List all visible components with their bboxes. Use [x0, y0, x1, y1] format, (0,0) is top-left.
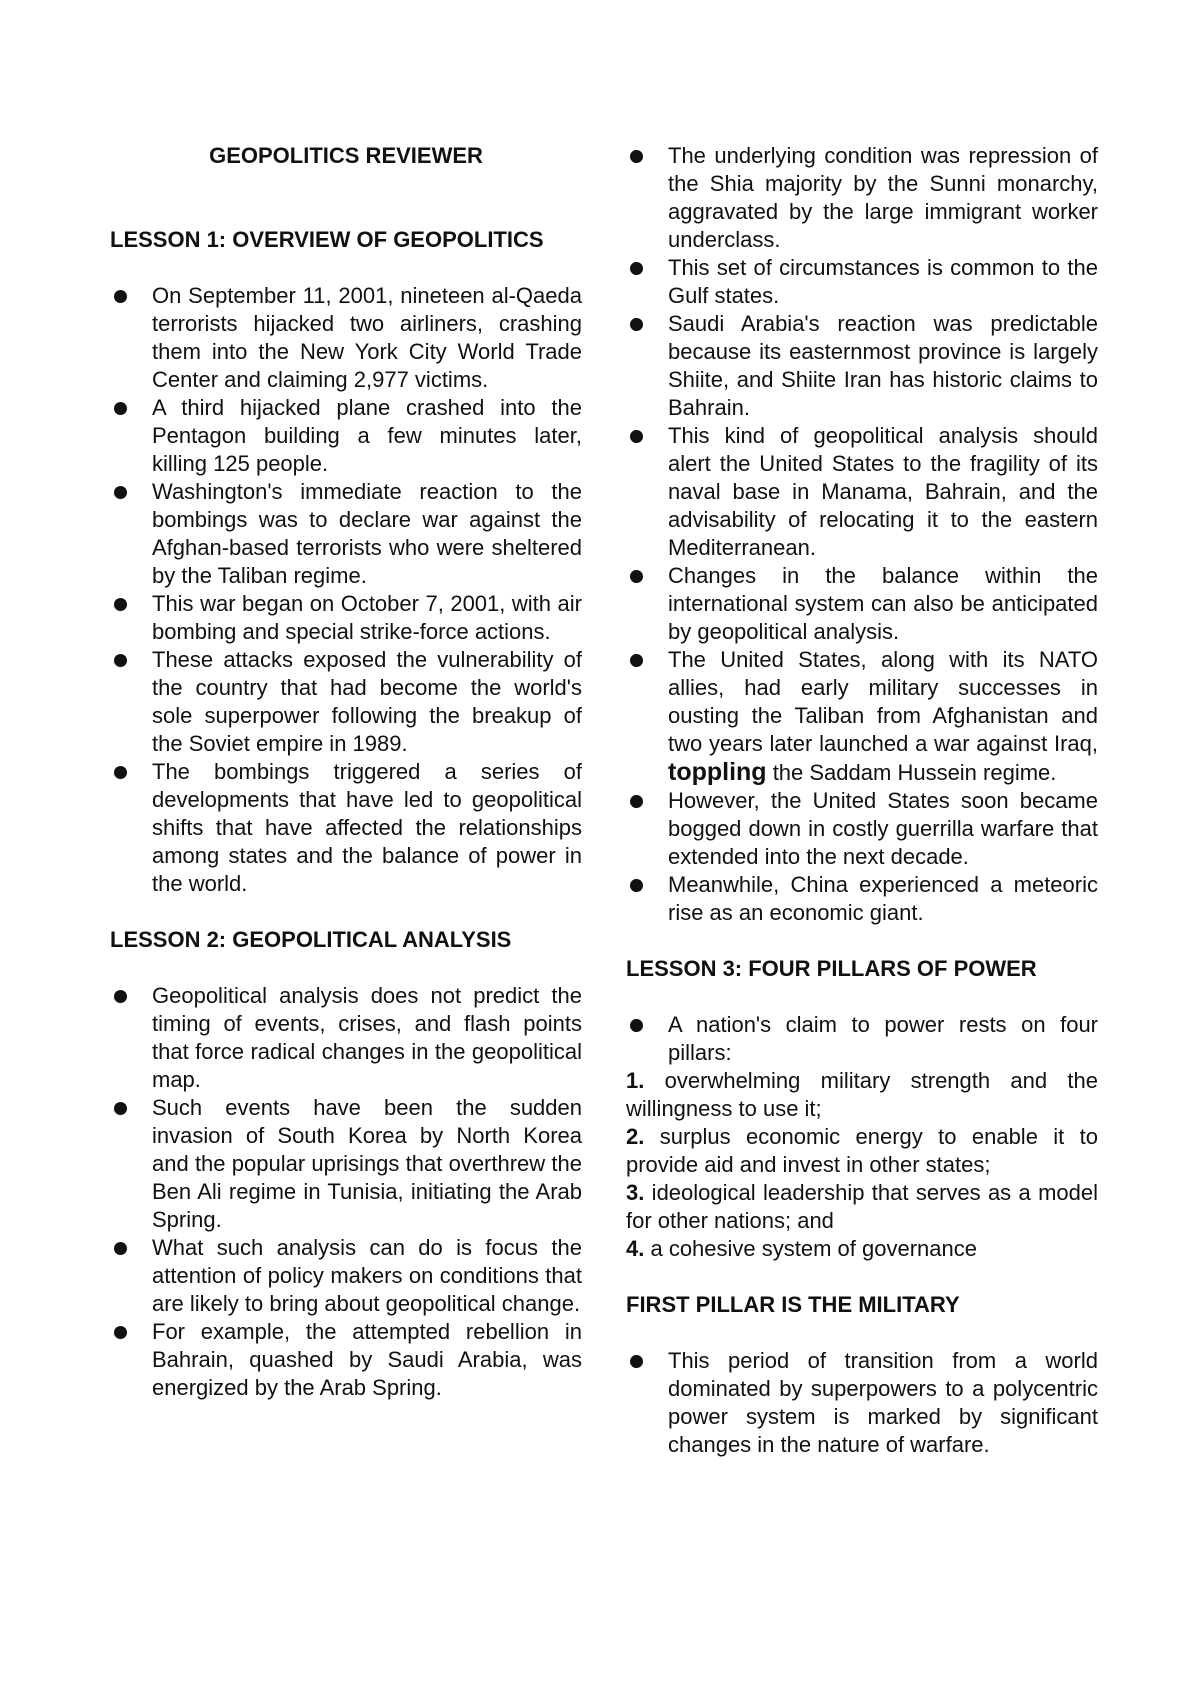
nato-text-after: the Saddam Hussein regime. [766, 760, 1057, 785]
pillar-number: 4. [626, 1236, 645, 1261]
nato-text-before: The United States, along with its NATO allies, had early military successes in ousting the Taliban from Afghanistan and two years later launched a war against Iraq, [668, 647, 1098, 756]
pillar-item [626, 1123, 1098, 1179]
list-item: However, the United States soon became bogged down in costly guerrilla warfare that extended into the next decade. [626, 787, 1098, 871]
lesson-1-heading: LESSON 1: OVERVIEW OF GEOPOLITICS [110, 227, 544, 252]
pillar-item [626, 1235, 1098, 1263]
list-item: Changes in the balance within the international system can also be anticipated by geopolitical analysis. [626, 562, 1098, 646]
list-item: Washington's immediate reaction to the bombings was to declare war against the Afghan-based terrorists who were sheltered by the Taliban regime. [110, 478, 582, 590]
lesson-3-intro-bullet [626, 1011, 1098, 1067]
lesson-2-continued-bullets [626, 142, 1098, 927]
list-item: Saudi Arabia's reaction was predictable because its easternmost province is largely Shiite, and Shiite Iran has historic claims to Bahrain. [626, 310, 1098, 422]
list-item: This set of circumstances is common to the Gulf states. [626, 254, 1098, 310]
pillar-text: surplus economic energy to enable it to provide aid and invest in other states; [626, 1124, 1098, 1177]
pillar-text: overwhelming military strength and the willingness to use it; [626, 1068, 1098, 1121]
pillar-text: a cohesive system of governance [644, 1236, 977, 1261]
lesson-3-heading: LESSON 3: FOUR PILLARS OF POWER [626, 956, 1037, 981]
list-item: For example, the attempted rebellion in Bahrain, quashed by Saudi Arabia, was energized by the Arab Spring. [110, 1318, 582, 1402]
list-item: Meanwhile, China experienced a meteoric rise as an economic giant. [626, 871, 1098, 927]
list-item: This kind of geopolitical analysis should alert the United States to the fragility of its naval base in Manama, Bahrain, and the advisability of relocating it to the eastern Mediterranean. [626, 422, 1098, 562]
list-item: The bombings triggered a series of developments that have led to geopolitical shifts that have affected the relationships among states and the balance of power in the world. [110, 758, 582, 898]
list-item: A nation's claim to power rests on four pillars: [626, 1011, 1098, 1067]
document-title: GEOPOLITICS REVIEWER [209, 143, 483, 168]
lesson-1-bullets [110, 282, 582, 898]
list-item: Geopolitical analysis does not predict the timing of events, crises, and flash points that force radical changes in the geopolitical map. [110, 982, 582, 1094]
pillar-number: 2. [626, 1124, 645, 1149]
list-item: What such analysis can do is focus the attention of policy makers on conditions that are likely to bring about geopolitical change. [110, 1234, 582, 1318]
list-item: On September 11, 2001, nineteen al-Qaeda terrorists hijacked two airliners, crashing them into the New York City World Trade Center and claiming 2,977 victims. [110, 282, 582, 394]
pillar-text: ideological leadership that serves as a model for other nations; and [626, 1180, 1098, 1233]
pillars-list [626, 1067, 1098, 1263]
pillar-item [626, 1067, 1098, 1123]
military-bullets [626, 1347, 1098, 1459]
list-item: These attacks exposed the vulnerability of the country that had become the world's sole superpower following the breakup of the Soviet empire in 1989. [110, 646, 582, 758]
pillar-number: 3. [626, 1180, 645, 1205]
pillar-item [626, 1179, 1098, 1235]
list-item: This war began on October 7, 2001, with air bombing and special strike-force actions. [110, 590, 582, 646]
military-heading: FIRST PILLAR IS THE MILITARY [626, 1292, 960, 1317]
lesson-2-bullets [110, 982, 582, 1402]
list-item-nato [626, 646, 1098, 787]
lesson-2-heading: LESSON 2: GEOPOLITICAL ANALYSIS [110, 927, 512, 952]
list-item: A third hijacked plane crashed into the Pentagon building a few minutes later, killing 125 people. [110, 394, 582, 478]
list-item: Such events have been the sudden invasion of South Korea by North Korea and the popular uprisings that overthrew the Ben Ali regime in Tunisia, initiating the Arab Spring. [110, 1094, 582, 1234]
list-item: This period of transition from a world dominated by superpowers to a polycentric power system is marked by significant changes in the nature of warfare. [626, 1347, 1098, 1459]
right-column [626, 142, 1098, 1487]
pillar-number: 1. [626, 1068, 645, 1093]
left-column [110, 142, 582, 1430]
list-item: The underlying condition was repression of the Shia majority by the Sunni monarchy, aggravated by the large immigrant worker underclass. [626, 142, 1098, 254]
emphasis-word: toppling [668, 758, 767, 786]
